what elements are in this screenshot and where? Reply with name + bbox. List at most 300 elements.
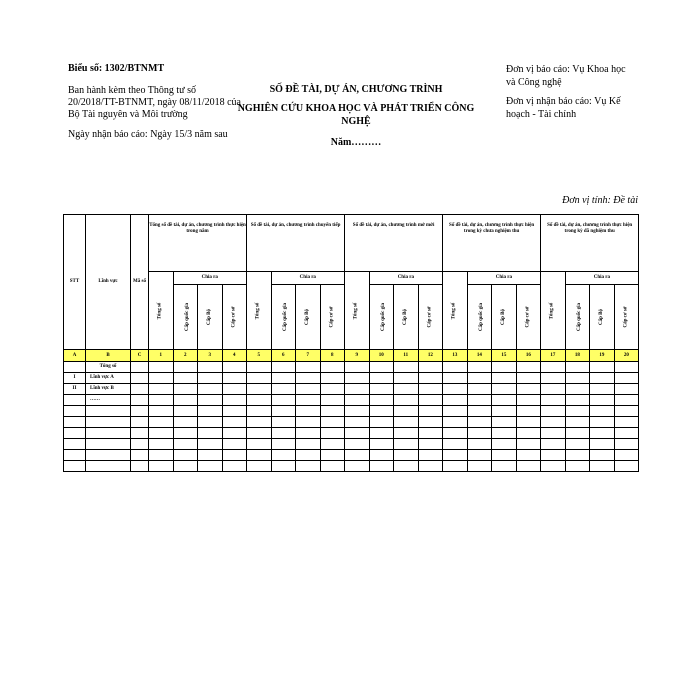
col-header-code: Mã số [131,215,149,350]
unit-label: Đơn vị tính: Đề tài [562,195,638,206]
sub-header-col-label: Cấp cơ sở [623,306,629,328]
data-cell [271,439,296,450]
data-cell [222,450,247,461]
sub-header-col [394,285,419,350]
data-cell [222,373,247,384]
index-cell: 2 [173,350,198,362]
data-cell [222,384,247,395]
data-cell [345,450,370,461]
group-header-3: Số đề tài, dự án, chương trình mở mới [345,215,443,272]
data-cell [443,450,468,461]
data-cell [271,384,296,395]
data-cell [492,395,517,406]
chia-ra-header: Chia ra [369,272,443,285]
data-cell [492,406,517,417]
data-cell [516,461,541,472]
data-cell [369,362,394,373]
data-cell [394,417,419,428]
data-cell [516,406,541,417]
data-cell [541,384,566,395]
sub-header-col-label: Cấp quốc gia [184,302,190,332]
row-field: Tổng số [86,362,131,373]
sub-header-total [443,272,468,350]
sub-header-col [369,285,394,350]
data-cell [271,417,296,428]
data-cell [198,461,223,472]
data-cell [614,362,639,373]
data-cell [467,373,492,384]
data-cell [173,461,198,472]
sub-header-col-label: Cấp quốc gia [380,302,386,332]
data-cell [492,428,517,439]
data-cell [614,428,639,439]
sub-header-total-label: Tổng số [353,302,359,319]
index-cell: 6 [271,350,296,362]
index-cell: 8 [320,350,345,362]
data-cell [296,461,321,472]
data-cell [345,362,370,373]
index-cell: B [86,350,131,362]
data-cell [614,417,639,428]
data-cell [149,362,174,373]
data-cell [149,373,174,384]
data-cell [467,428,492,439]
row-field [86,450,131,461]
sub-header-col [492,285,517,350]
data-cell [590,428,615,439]
data-cell [590,362,615,373]
data-cell [296,406,321,417]
row-field [86,406,131,417]
data-cell [247,362,272,373]
data-cell [492,461,517,472]
data-cell [131,362,149,373]
data-cell [198,373,223,384]
form-code: Biểu số: 1302/BTNMT [68,63,165,74]
data-cell [345,417,370,428]
data-cell [614,461,639,472]
row-stt [64,439,86,450]
data-cell [565,450,590,461]
data-cell [369,395,394,406]
table-row [64,428,639,439]
data-cell [394,373,419,384]
sub-header-col-label: Cấp Bộ [206,309,212,325]
header-right [506,63,636,127]
row-stt [64,395,86,406]
row-field: Lĩnh vực B [86,384,131,395]
data-cell [443,417,468,428]
data-cell [198,362,223,373]
row-field: …… [86,395,131,406]
data-cell [320,395,345,406]
chia-ra-header: Chia ra [565,272,639,285]
chia-ra-header: Chia ra [173,272,247,285]
data-cell [247,373,272,384]
data-cell [565,384,590,395]
data-cell [541,450,566,461]
data-cell [198,395,223,406]
data-cell [149,417,174,428]
sub-header-col-label: Cấp Bộ [304,309,310,325]
data-cell [320,373,345,384]
header-left [68,63,248,149]
sub-header-col [467,285,492,350]
sub-header-col-label: Cấp cơ sở [231,306,237,328]
index-cell: 20 [614,350,639,362]
table-row [64,384,639,395]
data-cell [320,362,345,373]
data-cell [173,362,198,373]
data-cell [198,439,223,450]
data-cell [173,450,198,461]
data-cell [614,439,639,450]
data-cell [614,395,639,406]
data-cell [131,450,149,461]
data-cell [418,362,443,373]
data-cell [173,428,198,439]
data-cell [467,395,492,406]
data-cell [369,461,394,472]
data-cell [590,439,615,450]
data-cell [320,450,345,461]
data-cell [467,362,492,373]
row-stt [64,406,86,417]
row-stt [64,417,86,428]
data-cell [296,362,321,373]
data-cell [198,428,223,439]
data-cell [541,428,566,439]
index-cell: 18 [565,350,590,362]
data-cell [320,439,345,450]
sub-header-col-label: Cấp cơ sở [427,306,433,328]
data-cell [296,373,321,384]
data-cell [345,461,370,472]
data-cell [369,450,394,461]
data-cell [565,417,590,428]
sub-header-col [222,285,247,350]
row-field [86,417,131,428]
index-cell: 7 [296,350,321,362]
sub-header-col [516,285,541,350]
data-cell [467,461,492,472]
sub-header-col [590,285,615,350]
data-cell [467,439,492,450]
data-cell [222,417,247,428]
row-stt: II [64,384,86,395]
sub-header-col [614,285,639,350]
row-stt [64,461,86,472]
data-cell [541,373,566,384]
data-cell [492,384,517,395]
data-cell [492,362,517,373]
data-cell [296,428,321,439]
data-cell [394,461,419,472]
sub-header-col [565,285,590,350]
data-cell [443,428,468,439]
data-cell [247,439,272,450]
data-cell [247,417,272,428]
data-cell [516,450,541,461]
data-cell [467,406,492,417]
data-cell [296,384,321,395]
index-row [64,350,639,362]
data-cell [369,406,394,417]
sub-header-col-label: Cấp cơ sở [525,306,531,328]
data-cell [345,395,370,406]
receive-date-text: Ngày nhận báo cáo: Ngày 15/3 năm sau [68,129,228,140]
title-line-1: SỐ ĐỀ TÀI, DỰ ÁN, CHƯƠNG TRÌNH [269,84,443,95]
data-cell [222,395,247,406]
index-cell: 13 [443,350,468,362]
data-cell [614,384,639,395]
report-table [63,214,639,472]
receiving-unit: Đơn vị nhận báo cáo: Vụ Kế hoạch - Tài chính [506,96,621,120]
data-cell [565,428,590,439]
data-cell [492,417,517,428]
data-cell [369,384,394,395]
header-row-chiara [64,272,639,285]
data-cell [173,406,198,417]
data-cell [296,450,321,461]
data-cell [443,461,468,472]
data-cell [222,439,247,450]
index-cell: 17 [541,350,566,362]
data-cell [394,450,419,461]
data-cell [590,406,615,417]
data-cell [345,384,370,395]
data-cell [320,428,345,439]
data-cell [590,384,615,395]
title-line-2: NGHIÊN CỨU KHOA HỌC VÀ PHÁT TRIỂN CÔNG NGHỆ [237,103,475,127]
col-header-field: Lĩnh vực [86,215,131,350]
sub-header-col-label: Cấp Bộ [500,309,506,325]
data-cell [296,439,321,450]
group-header-1: Tổng số đề tài, dự án, chương trình thực hiện trong năm [149,215,247,272]
row-field [86,428,131,439]
data-cell [516,428,541,439]
data-cell [222,362,247,373]
data-cell [590,461,615,472]
sub-header-col-label: Cấp quốc gia [576,302,582,332]
data-cell [271,450,296,461]
index-cell: 16 [516,350,541,362]
data-cell [222,406,247,417]
data-cell [590,417,615,428]
sub-header-total [247,272,272,350]
data-cell [516,384,541,395]
data-cell [131,439,149,450]
data-cell [320,406,345,417]
data-cell [173,373,198,384]
sub-header-total-label: Tổng số [255,302,261,319]
row-field [86,439,131,450]
data-cell [614,450,639,461]
index-cell: 5 [247,350,272,362]
data-cell [418,417,443,428]
data-cell [516,417,541,428]
table-row [64,439,639,450]
data-cell [565,406,590,417]
row-stt [64,450,86,461]
sub-header-col-label: Cấp Bộ [598,309,604,325]
report-year: Năm……… [330,137,382,148]
data-cell [443,439,468,450]
data-cell [345,428,370,439]
data-cell [418,406,443,417]
data-cell [198,450,223,461]
data-cell [614,373,639,384]
header-row-groups [64,215,639,272]
data-cell [394,439,419,450]
reporting-unit: Đơn vị báo cáo: Vụ Khoa học và Công nghệ [506,64,626,88]
row-stt: I [64,373,86,384]
sub-header-col [320,285,345,350]
data-cell [131,395,149,406]
data-cell [565,439,590,450]
index-cell: 11 [394,350,419,362]
index-cell: C [131,350,149,362]
index-cell: 1 [149,350,174,362]
data-cell [541,362,566,373]
data-cell [394,406,419,417]
data-cell [131,461,149,472]
data-cell [149,395,174,406]
data-cell [443,384,468,395]
data-cell [271,406,296,417]
data-cell [247,450,272,461]
data-cell [149,450,174,461]
data-cell [541,395,566,406]
index-cell: A [64,350,86,362]
sub-header-col-label: Cấp quốc gia [282,302,288,332]
data-cell [443,406,468,417]
sub-header-total [149,272,174,350]
data-cell [369,373,394,384]
data-cell [247,461,272,472]
table-row [64,362,639,373]
data-cell [149,461,174,472]
sub-header-col [198,285,223,350]
data-cell [198,417,223,428]
index-cell: 12 [418,350,443,362]
data-cell [590,373,615,384]
index-cell: 3 [198,350,223,362]
table-row [64,417,639,428]
data-cell [149,428,174,439]
data-cell [443,395,468,406]
data-cell [369,428,394,439]
data-cell [443,373,468,384]
table-row [64,395,639,406]
data-cell [173,439,198,450]
data-cell [516,395,541,406]
sub-header-total-label: Tổng số [157,302,163,319]
sub-header-total [541,272,566,350]
data-cell [131,417,149,428]
data-cell [198,384,223,395]
data-cell [418,439,443,450]
data-cell [394,362,419,373]
data-cell [131,384,149,395]
data-cell [467,450,492,461]
issued-with-text: Ban hành kèm theo Thông tư số 20/2018/TT-BTNMT, ngày 08/11/2018 của Bộ Tài nguyên và Môi trường [68,85,241,120]
sub-header-col-label: Cấp cơ sở [329,306,335,328]
data-cell [131,428,149,439]
index-cell: 15 [492,350,517,362]
data-cell [271,461,296,472]
data-cell [296,395,321,406]
data-cell [149,439,174,450]
index-cell: 4 [222,350,247,362]
data-cell [271,395,296,406]
data-cell [320,417,345,428]
data-cell [590,450,615,461]
data-cell [369,439,394,450]
data-cell [418,373,443,384]
data-cell [565,373,590,384]
data-cell [418,428,443,439]
data-cell [467,417,492,428]
data-cell [173,417,198,428]
data-cell [516,362,541,373]
row-field: Lĩnh vực A [86,373,131,384]
sub-header-col-label: Cấp quốc gia [478,302,484,332]
index-cell: 10 [369,350,394,362]
data-cell [247,406,272,417]
table-row [64,406,639,417]
data-cell [320,461,345,472]
data-cell [492,450,517,461]
sub-header-col [418,285,443,350]
data-cell [614,406,639,417]
data-cell [492,439,517,450]
data-cell [467,384,492,395]
report-title [236,83,476,149]
data-cell [394,395,419,406]
row-stt [64,362,86,373]
row-field [86,461,131,472]
group-header-2: Số đề tài, dự án, chương trình chuyển tiếp [247,215,345,272]
data-cell [418,450,443,461]
data-cell [198,406,223,417]
data-cell [541,406,566,417]
data-cell [516,373,541,384]
group-header-4: Số đề tài, dự án, chương trình thực hiện trong kỳ chưa nghiệm thu [443,215,541,272]
sub-header-total [345,272,370,350]
sub-header-col [271,285,296,350]
data-cell [296,417,321,428]
data-cell [222,428,247,439]
chia-ra-header: Chia ra [271,272,345,285]
table-row [64,373,639,384]
data-cell [418,461,443,472]
data-cell [541,439,566,450]
sub-header-total-label: Tổng số [549,302,555,319]
data-cell [149,384,174,395]
data-cell [271,373,296,384]
data-cell [590,395,615,406]
data-cell [565,395,590,406]
sub-header-total-label: Tổng số [451,302,457,319]
index-cell: 9 [345,350,370,362]
data-cell [345,373,370,384]
index-cell: 19 [590,350,615,362]
col-header-stt: STT [64,215,86,350]
data-cell [131,373,149,384]
data-cell [492,373,517,384]
table-row [64,450,639,461]
